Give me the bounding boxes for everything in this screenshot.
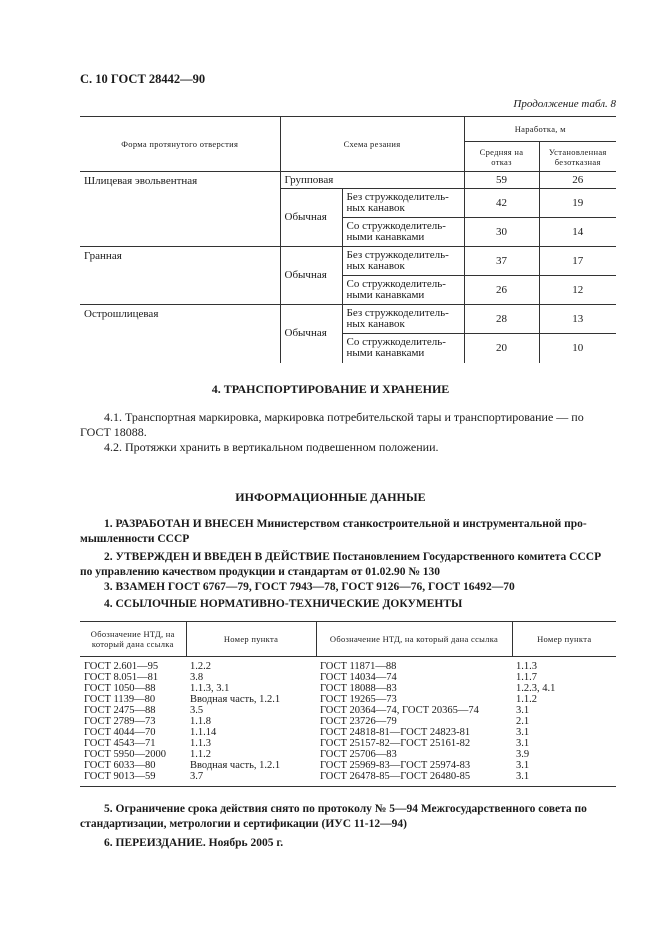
ref-entry: ГОСТ 1050—88 <box>84 683 156 694</box>
ref-entry: 3.1 <box>516 738 530 749</box>
ref-entry: ГОСТ 23726—79 <box>320 716 397 727</box>
ref-entry: ГОСТ 1139—80 <box>84 694 156 705</box>
header-life: Наработка, м <box>464 117 616 142</box>
ref-entry: 3.7 <box>190 771 204 782</box>
ref-entry: ГОСТ 25706—83 <box>320 749 397 760</box>
ref-entry: 3.1 <box>516 727 530 738</box>
info-item-6: 6. ПЕРЕИЗДАНИЕ. Ноябрь 2005 г. <box>104 837 284 849</box>
ref-entry: ГОСТ 20364—74, ГОСТ 20365—74 <box>320 705 479 716</box>
ref-entry: ГОСТ 5950—2000 <box>84 749 167 760</box>
ref-entry: ГОСТ 9013—59 <box>84 771 156 782</box>
table-row: Шлицевая эвольвентная Групповая 59 26 <box>80 172 616 189</box>
ref-entry: 3.9 <box>516 749 530 760</box>
info-item-2: 2. УТВЕРЖДЕН И ВВЕДЕН В ДЕЙСТВИЕ Постановлением Государственного комитета СССР <box>104 551 602 563</box>
ref-entry: 3.1 <box>516 760 530 771</box>
ref-entry: ГОСТ 11871—88 <box>320 661 397 672</box>
info-title: ИНФОРМАЦИОННЫЕ ДАННЫЕ <box>235 490 426 504</box>
ref-entry: 2.1 <box>516 716 530 727</box>
header-scheme: Схема резания <box>280 117 464 172</box>
info-item-1-cont: мышленности СССР <box>80 533 190 545</box>
ref-entry: ГОСТ 25157-82—ГОСТ 25161-82 <box>320 738 471 749</box>
table-row: Гранная Обычная Без стружкоделитель-ных канавок 37 17 <box>80 247 616 276</box>
ref-entry: 1.2.2 <box>190 661 211 672</box>
ref-entry: ГОСТ 24818-81—ГОСТ 24823-81 <box>320 727 471 738</box>
ref-header-doc-left: Обозначение НТД, на который дана ссылка <box>80 622 186 657</box>
table-row: Со стружкоделитель-ными канавками 26 12 <box>80 276 616 305</box>
references-table <box>80 621 616 787</box>
ref-entry: 1.1.3, 3.1 <box>190 683 230 694</box>
info-item-1: 1. РАЗРАБОТАН И ВНЕСЕН Министерством станкостроительной и инструментальной про- <box>104 518 587 530</box>
info-item-3: 3. ВЗАМЕН ГОСТ 6767—79, ГОСТ 7943—78, ГОСТ 9126—76, ГОСТ 16492—70 <box>104 581 515 593</box>
paragraph-4-2: 4.2. Протяжки хранить в вертикальном подвешенном положении. <box>104 440 439 454</box>
section-4-title: 4. ТРАНСПОРТИРОВАНИЕ И ХРАНЕНИЕ <box>211 382 450 396</box>
ref-entry: ГОСТ 19265—73 <box>320 694 397 705</box>
ref-entry: ГОСТ 14034—74 <box>320 672 397 683</box>
ref-entry: 1.1.14 <box>190 727 217 738</box>
info-item-2-cont: по управлению качеством продукции и стандартам от 01.02.90 № 130 <box>80 566 441 578</box>
ref-entry: ГОСТ 2475—88 <box>84 705 156 716</box>
ref-entry: 1.1.7 <box>516 672 537 683</box>
ref-left-items <box>186 657 316 787</box>
ref-header-item-right: Номер пункта <box>512 622 616 657</box>
paragraph-4-1: 4.1. Транспортная маркировка, маркировка потребительской тары и транспортирование — по <box>104 410 584 424</box>
ref-entry: ГОСТ 4044—70 <box>84 727 156 738</box>
table-row: Острошлицевая Обычная Без стружкоделитель-ных канавок 28 13 <box>80 305 616 334</box>
ref-entry: ГОСТ 2.601—95 <box>84 661 159 672</box>
header-avg: Средняя на отказ <box>464 142 539 172</box>
info-item-5-cont: стандартизации, метрологии и сертификации (ИУС 11-12—94) <box>80 818 407 830</box>
paragraph-4-1-cont: ГОСТ 18088. <box>80 425 147 439</box>
ref-entry: 3.8 <box>190 672 204 683</box>
ref-header-item-left: Номер пункта <box>186 622 316 657</box>
ref-entry: ГОСТ 18088—83 <box>320 683 397 694</box>
table-8 <box>80 116 616 363</box>
ref-entry: Вводная часть, 1.2.1 <box>190 694 281 705</box>
ref-entry: ГОСТ 2789—73 <box>84 716 156 727</box>
ref-entry: 1.1.2 <box>190 749 211 760</box>
table-continuation-label: Продолжение табл. 8 <box>513 98 616 110</box>
ref-left-docs <box>80 657 186 787</box>
ref-header-doc-right: Обозначение НТД, на который дана ссылка <box>316 622 512 657</box>
ref-entry: 3.5 <box>190 705 204 716</box>
info-item-4: 4. ССЫЛОЧНЫЕ НОРМАТИВНО-ТЕХНИЧЕСКИЕ ДОКУМЕНТЫ <box>104 598 463 610</box>
ref-entry: 1.1.3 <box>190 738 211 749</box>
ref-right-docs <box>316 657 512 787</box>
ref-entry: 3.1 <box>516 705 530 716</box>
ref-entry: 1.1.2 <box>516 694 537 705</box>
table-row: Обычная Без стружкоделитель-ных канавок 42 19 <box>80 189 616 218</box>
header-set: Установленная безотказная <box>539 142 616 172</box>
ref-entry: ГОСТ 26478-85—ГОСТ 26480-85 <box>320 771 471 782</box>
ref-entry: 3.1 <box>516 771 530 782</box>
ref-entry: ГОСТ 8.051—81 <box>84 672 159 683</box>
table-row: Со стружкоделитель-ными канавками 30 14 <box>80 218 616 247</box>
ref-entry: 1.2.3, 4.1 <box>516 683 556 694</box>
header-form: Форма протянутого отверстия <box>80 117 280 172</box>
ref-entry: 1.1.3 <box>516 661 537 672</box>
table-row: Со стружкоделитель-ными канавками 20 10 <box>80 334 616 363</box>
ref-entry: ГОСТ 4543—71 <box>84 738 156 749</box>
ref-right-items <box>512 657 616 787</box>
ref-entry: ГОСТ 6033—80 <box>84 760 156 771</box>
ref-entry: 1.1.8 <box>190 716 211 727</box>
ref-entry: ГОСТ 25969-83—ГОСТ 25974-83 <box>320 760 471 771</box>
page-header: С. 10 ГОСТ 28442—90 <box>80 72 206 86</box>
info-item-5: 5. Ограничение срока действия снято по протоколу № 5—94 Межгосударственного совета по <box>104 803 587 815</box>
ref-entry: Вводная часть, 1.2.1 <box>190 760 281 771</box>
